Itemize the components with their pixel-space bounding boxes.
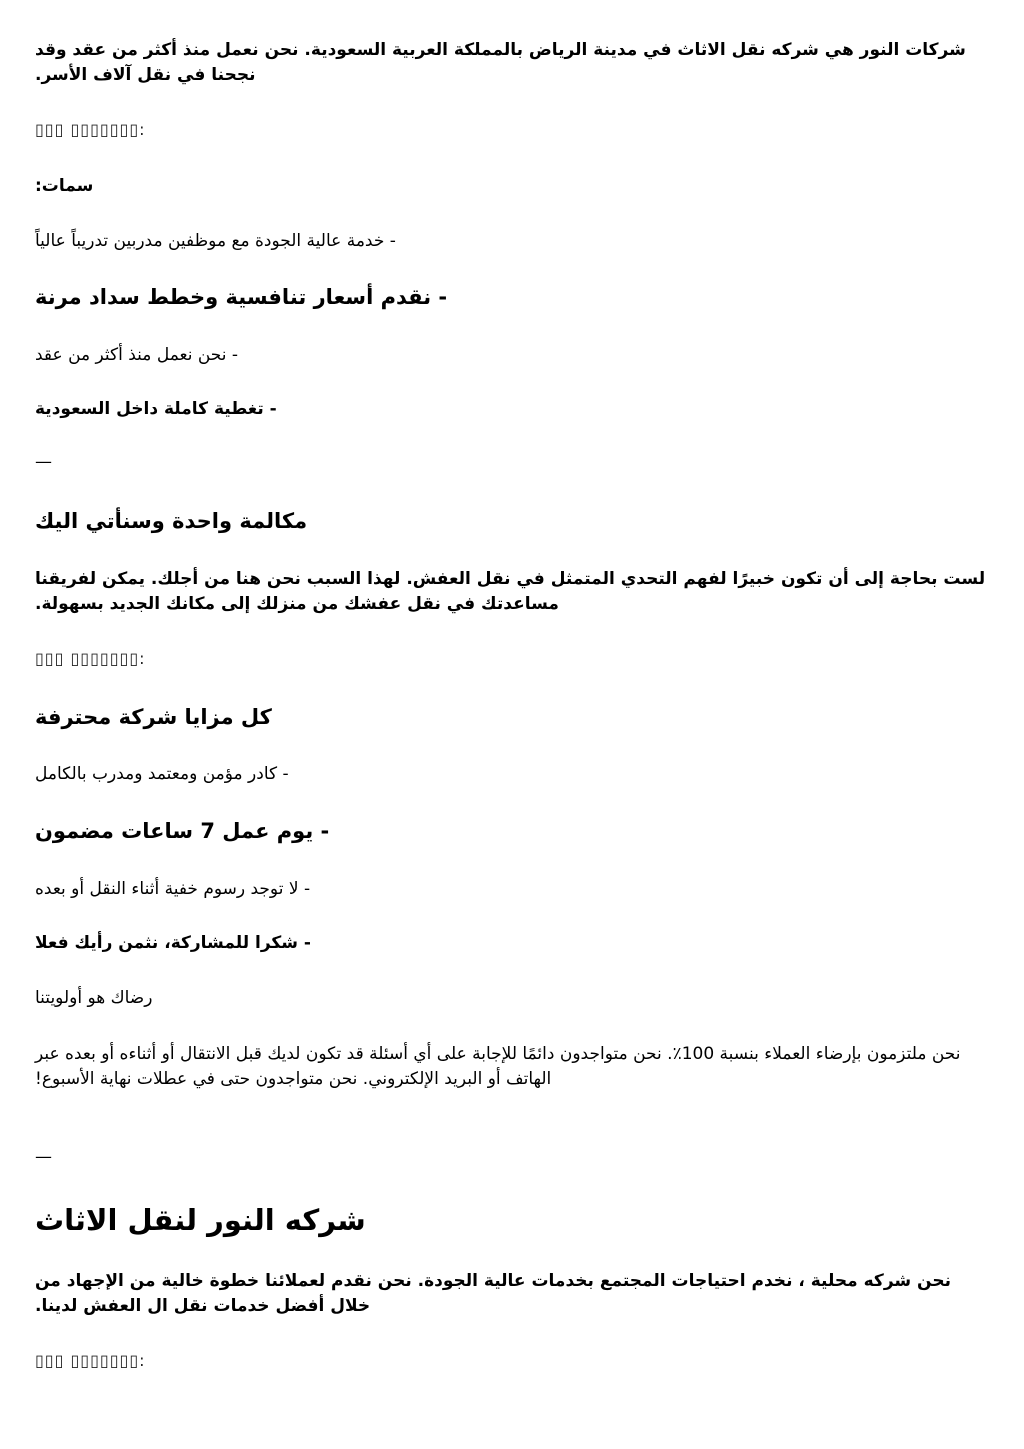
call-paragraph: لست بحاجة إلى أن تكون خبيرًا لفهم التحدي المتمثل في نقل العفش. لهذا السبب نحن هنا من أجلك. يمكن لفريقنا مساعدتك في نقل عفشك من منزلك إلى مكانك الجديد بسهولة. (35, 569, 986, 614)
advantage-item: - كادر مؤمن ومعتمد ومدرب بالكامل (35, 764, 289, 784)
company-paragraph: نحن شركه محلية ، نخدم احتياجات المجتمع بخدمات عالية الجودة. نحن نقدم لعملائنا خطوة خالية من الإجهاد من خلال أفضل خدمات نقل ال العفش لدينا. (35, 1271, 951, 1316)
section-divider: — (35, 452, 52, 472)
feature-item: - نقدم أسعار تنافسية وخطط سداد مرنة (35, 285, 448, 309)
features-label: سمات: (35, 176, 94, 196)
feature-item: - خدمة عالية الجودة مع موظفين مدربين تدريباً عالياً (35, 231, 396, 251)
section-divider: — (35, 1147, 52, 1167)
missing-glyph-label: ▯▯▯ ▯▯▯▯▯▯▯: (35, 1351, 146, 1370)
feature-item: - نحن نعمل منذ أكثر من عقد (35, 345, 239, 365)
advantage-item: - شكرا للمشاركة، نثمن رأيك فعلا (35, 933, 311, 953)
call-heading: مكالمة واحدة وسنأتي اليك (35, 509, 308, 533)
satisfaction-paragraph: نحن ملتزمون بإرضاء العملاء بنسبة 100٪. نحن متواجدون دائمًا للإجابة على أي أسئلة قد تكون لديك قبل الانتقال أو أثناءه أو بعده عبر الهاتف أو البريد الإلكتروني. نحن متواجدون حتى في عطلات نهاية الأسبوع! (35, 1044, 961, 1089)
company-heading: شركه النور لنقل الاثاث (35, 1203, 366, 1237)
missing-glyph-label: ▯▯▯ ▯▯▯▯▯▯▯: (35, 649, 146, 668)
satisfaction-label: رضاك هو أولويتنا (35, 988, 153, 1008)
intro-paragraph: شركات النور هي شركه نقل الاثاث في مدينة الرياض بالمملكة العربية السعودية. نحن نعمل منذ أكثر من عقد وقد نجحنا في نقل آلاف الأسر. (35, 40, 966, 85)
feature-item: - تغطية كاملة داخل السعودية (35, 399, 277, 419)
advantage-item: - لا توجد رسوم خفية أثناء النقل أو بعده (35, 879, 311, 899)
missing-glyph-label: ▯▯▯ ▯▯▯▯▯▯▯: (35, 120, 146, 139)
advantage-item: - يوم عمل 7 ساعات مضمون (35, 819, 330, 843)
advantages-heading: كل مزايا شركة محترفة (35, 705, 272, 729)
